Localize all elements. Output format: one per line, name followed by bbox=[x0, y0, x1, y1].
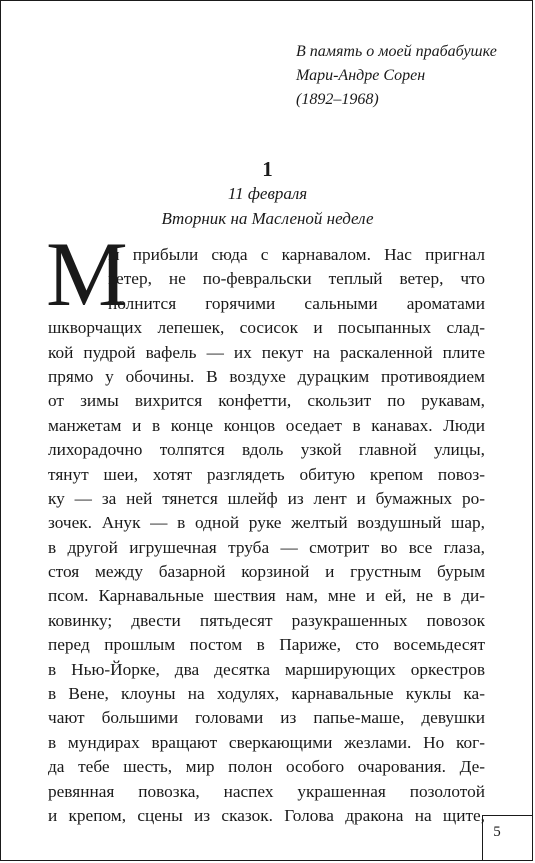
drop-cap: М bbox=[46, 223, 128, 325]
body-line: в мундирах вращают сверкающими жезлами. Но ког- bbox=[48, 732, 485, 752]
body-line: чают большими головами из папье-маше, девушки bbox=[48, 708, 485, 728]
body-line: в Вене, клоуны на ходулях, карнавальные куклы ка- bbox=[48, 684, 485, 704]
body-line: полнится горячими сальными ароматами bbox=[108, 293, 485, 313]
body-line: ковинку; двести пятьдесят разукрашенных повозок bbox=[48, 610, 485, 630]
epigraph bbox=[296, 40, 526, 112]
body-line: стоя между базарной корзиной и грустным бурым bbox=[48, 562, 485, 582]
body-line: тянут шеи, хотят разглядеть обитую крепом повоз- bbox=[48, 464, 485, 484]
epigraph-years: (1892–1968) bbox=[296, 91, 379, 108]
chapter-date: 11 февраля bbox=[227, 184, 308, 203]
epigraph-name: Мари-Андре Сорен bbox=[296, 67, 426, 84]
body-line: в другой игрушечная труба — смотрит во все глаза, bbox=[48, 537, 485, 557]
body-line: прямо у обочины. В воздухе дурацким противоядием bbox=[48, 366, 485, 386]
body-line: да тебе шесть, мир полон особого очарования. Де- bbox=[48, 757, 485, 777]
body-line: и крепом, сцены из сказок. Голова дракона на щите, bbox=[48, 805, 485, 825]
body-line: ветер, не по-февральски теплый ветер, что bbox=[108, 269, 485, 289]
body-line: в Нью-Йорке, два десятка марширующих оркестров bbox=[48, 659, 485, 679]
body-line: шкворчащих лепешек, сосисок и посыпанных слад- bbox=[48, 318, 485, 338]
body-text bbox=[48, 243, 485, 828]
chapter-day: Вторник на Масленой неделе bbox=[161, 209, 374, 228]
body-line: от зимы вихрится конфетти, скользит по рукавам, bbox=[48, 391, 485, 411]
body-line: псом. Карнавальные шествия нам, мне и ей, не в ди- bbox=[48, 586, 485, 606]
body-line: ревянная повозка, наспех украшенная позолотой bbox=[48, 781, 485, 801]
epigraph-dedication: В память о моей прабабушке bbox=[296, 43, 497, 60]
body-line: перед прошлым постом в Париже, сто восемьдесят bbox=[48, 635, 485, 655]
page-number: 5 bbox=[493, 824, 501, 840]
chapter-number: 1 bbox=[262, 157, 273, 181]
body-line: манжетам и в конце концов оседает в канавах. Люди bbox=[48, 415, 485, 435]
body-line: ку — за ней тянется шлейф из лент и бумажных ро- bbox=[48, 488, 485, 508]
body-line: кой пудрой вафель — их пекут на раскаленной плите bbox=[48, 342, 485, 362]
body-line: зочек. Анук — в одной руке желтый воздушный шар, bbox=[48, 513, 485, 533]
body-line: ы прибыли сюда с карнавалом. Нас пригнал bbox=[108, 245, 485, 264]
body-line: лихорадочно толпятся вдоль узкой главной улицы, bbox=[48, 440, 485, 460]
